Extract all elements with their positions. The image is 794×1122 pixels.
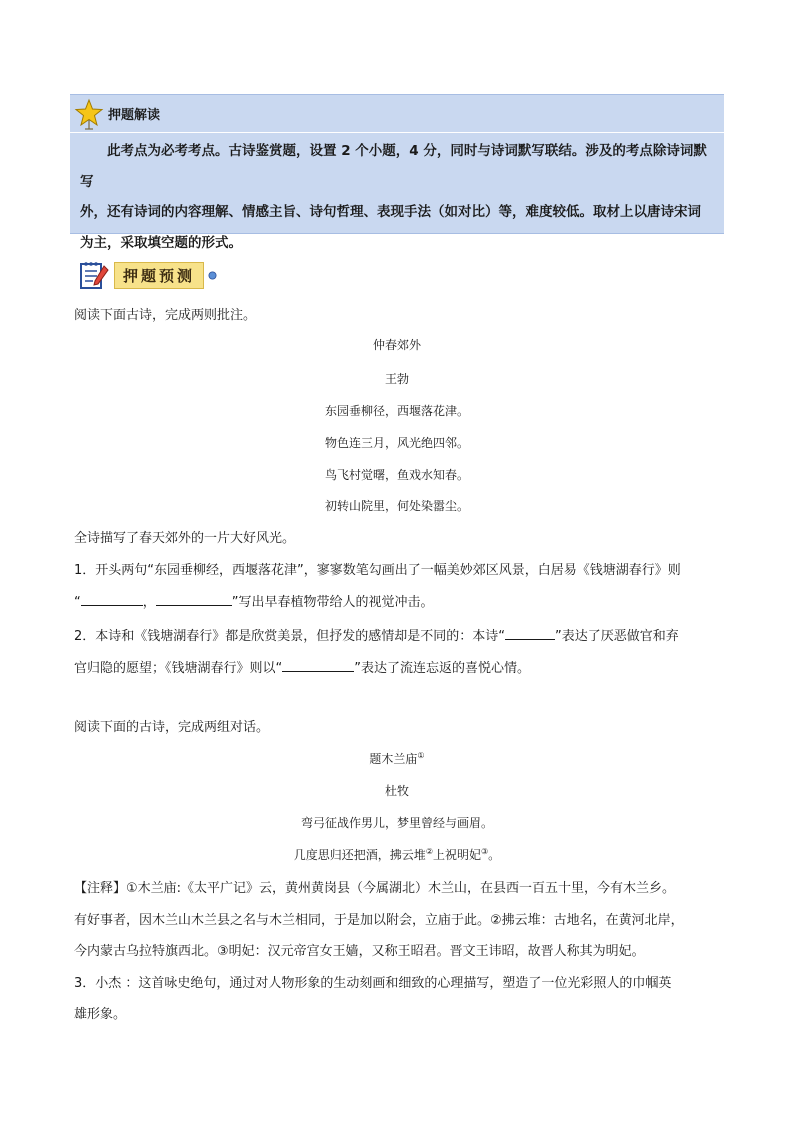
- poem2-line-2: [0, 846, 794, 863]
- footnote-mark: ①: [417, 751, 425, 760]
- poem2-intro: 阅读下面的古诗，完成两组对话。: [74, 720, 270, 735]
- question-3-line-2: 雄形象。: [74, 1007, 127, 1022]
- poem2-note-line-2: 有好事者，因木兰山木兰县之名与木兰相同，于是加以附会，立庙于此。②拂云堆：古地名，在黄河北岸，: [74, 913, 684, 928]
- analysis-box: [70, 94, 724, 251]
- analysis-box-text: [70, 133, 724, 258]
- open-quote: “: [74, 595, 81, 610]
- question-2-line-1: [74, 625, 679, 644]
- notepad-pencil-icon: [78, 260, 110, 290]
- poem2-title: [0, 750, 794, 767]
- poem2-note-line-1: 【注释】①木兰庙:《太平广记》云，黄州黄岗县（今属湖北）木兰山，在县西一百五十里，今有木兰乡。: [74, 881, 676, 896]
- analysis-line-1: 此考点为必考考点。古诗鉴赏题，设置 2 个小题，4 分，同时与诗词默写联结。涉及的考点除诗词默写: [80, 143, 707, 190]
- analysis-box-title: 押题解读: [108, 108, 161, 123]
- section-header: [78, 260, 217, 290]
- answer-blank[interactable]: [156, 593, 232, 606]
- poem2-line-2-a: 几度思归还把酒，拂云堆: [293, 848, 426, 862]
- section-title: 押题预测: [114, 262, 204, 289]
- poem2-line-2-c: 。: [488, 848, 501, 862]
- question-2-tail: ”表达了流连忘返的喜悦心情。: [354, 661, 530, 676]
- question-1-line-1: 1．开头两句“东园垂柳经，西堰落花津”，寥寥数笔勾画出了一幅美妙郊区风景，白居易《钱塘湖春行》则: [74, 563, 681, 578]
- footnote-mark: ②: [425, 847, 433, 856]
- poem2-line-2-b: 上祝明妃: [432, 848, 481, 862]
- question-1-tail: ”写出早春植物带给人的视觉冲击。: [231, 595, 434, 610]
- poem1-author: 王勃: [384, 372, 409, 386]
- question-2-head: 2．本诗和《钱塘湖春行》都是欣赏美景，但抒发的感情却是不同的：本诗“: [74, 629, 506, 644]
- question-3-line-1: 3．小杰 ：这首咏史绝句，通过对人物形象的生动刻画和细致的心理描写，塑造了一位光彩照人的巾帼英: [74, 976, 672, 991]
- poem1-title: 仲春郊外: [372, 338, 421, 352]
- poem2-line-1: 弯弓征战作男儿，梦里曾经与画眉。: [300, 816, 493, 830]
- analysis-box-header: [70, 95, 724, 133]
- poem2-author: 杜牧: [384, 784, 409, 798]
- question-2-line-2: [74, 657, 530, 676]
- footnote-mark: ③: [481, 847, 489, 856]
- question-2-head-2: 官归隐的愿望；《钱塘湖春行》则以“: [74, 661, 283, 676]
- poem2-note-line-3: 今内蒙古乌拉特旗西北。③明妃：汉元帝宫女王嫱，又称王昭君。晋文王讳昭，故晋人称其为明妃。: [74, 944, 645, 959]
- poem1-summary: 全诗描写了春天郊外的一片大好风光。: [74, 531, 296, 546]
- answer-blank[interactable]: [282, 659, 354, 672]
- answer-blank[interactable]: [81, 593, 143, 606]
- question-2-mid: ”表达了厌恶做官和弃: [555, 629, 679, 644]
- poem1-line: 鸟飞村觉曙，鱼戏水知春。: [324, 468, 469, 482]
- question-1-line-2: [74, 591, 434, 610]
- poem1-line: 物色连三月，风光绝四邻。: [324, 436, 469, 450]
- star-icon: [74, 98, 104, 130]
- analysis-line-3: 为主，采取填空题的形式。: [80, 234, 242, 251]
- poem1-line: 初转山院里，何处染嚣尘。: [324, 499, 469, 513]
- poem1-intro: 阅读下面古诗，完成两则批注。: [74, 308, 257, 323]
- poem2-title-text: 题木兰庙: [369, 752, 418, 766]
- comma: ，: [142, 595, 156, 610]
- bullet-dot-icon: [208, 271, 217, 280]
- poem1-line: 东园垂柳径，西堰落花津。: [324, 404, 469, 418]
- analysis-line-2: 外，还有诗词的内容理解、情感主旨、诗句哲理、表现手法（如对比）等，难度较低。取材上以唐诗宋词: [80, 204, 701, 220]
- answer-blank[interactable]: [505, 627, 555, 640]
